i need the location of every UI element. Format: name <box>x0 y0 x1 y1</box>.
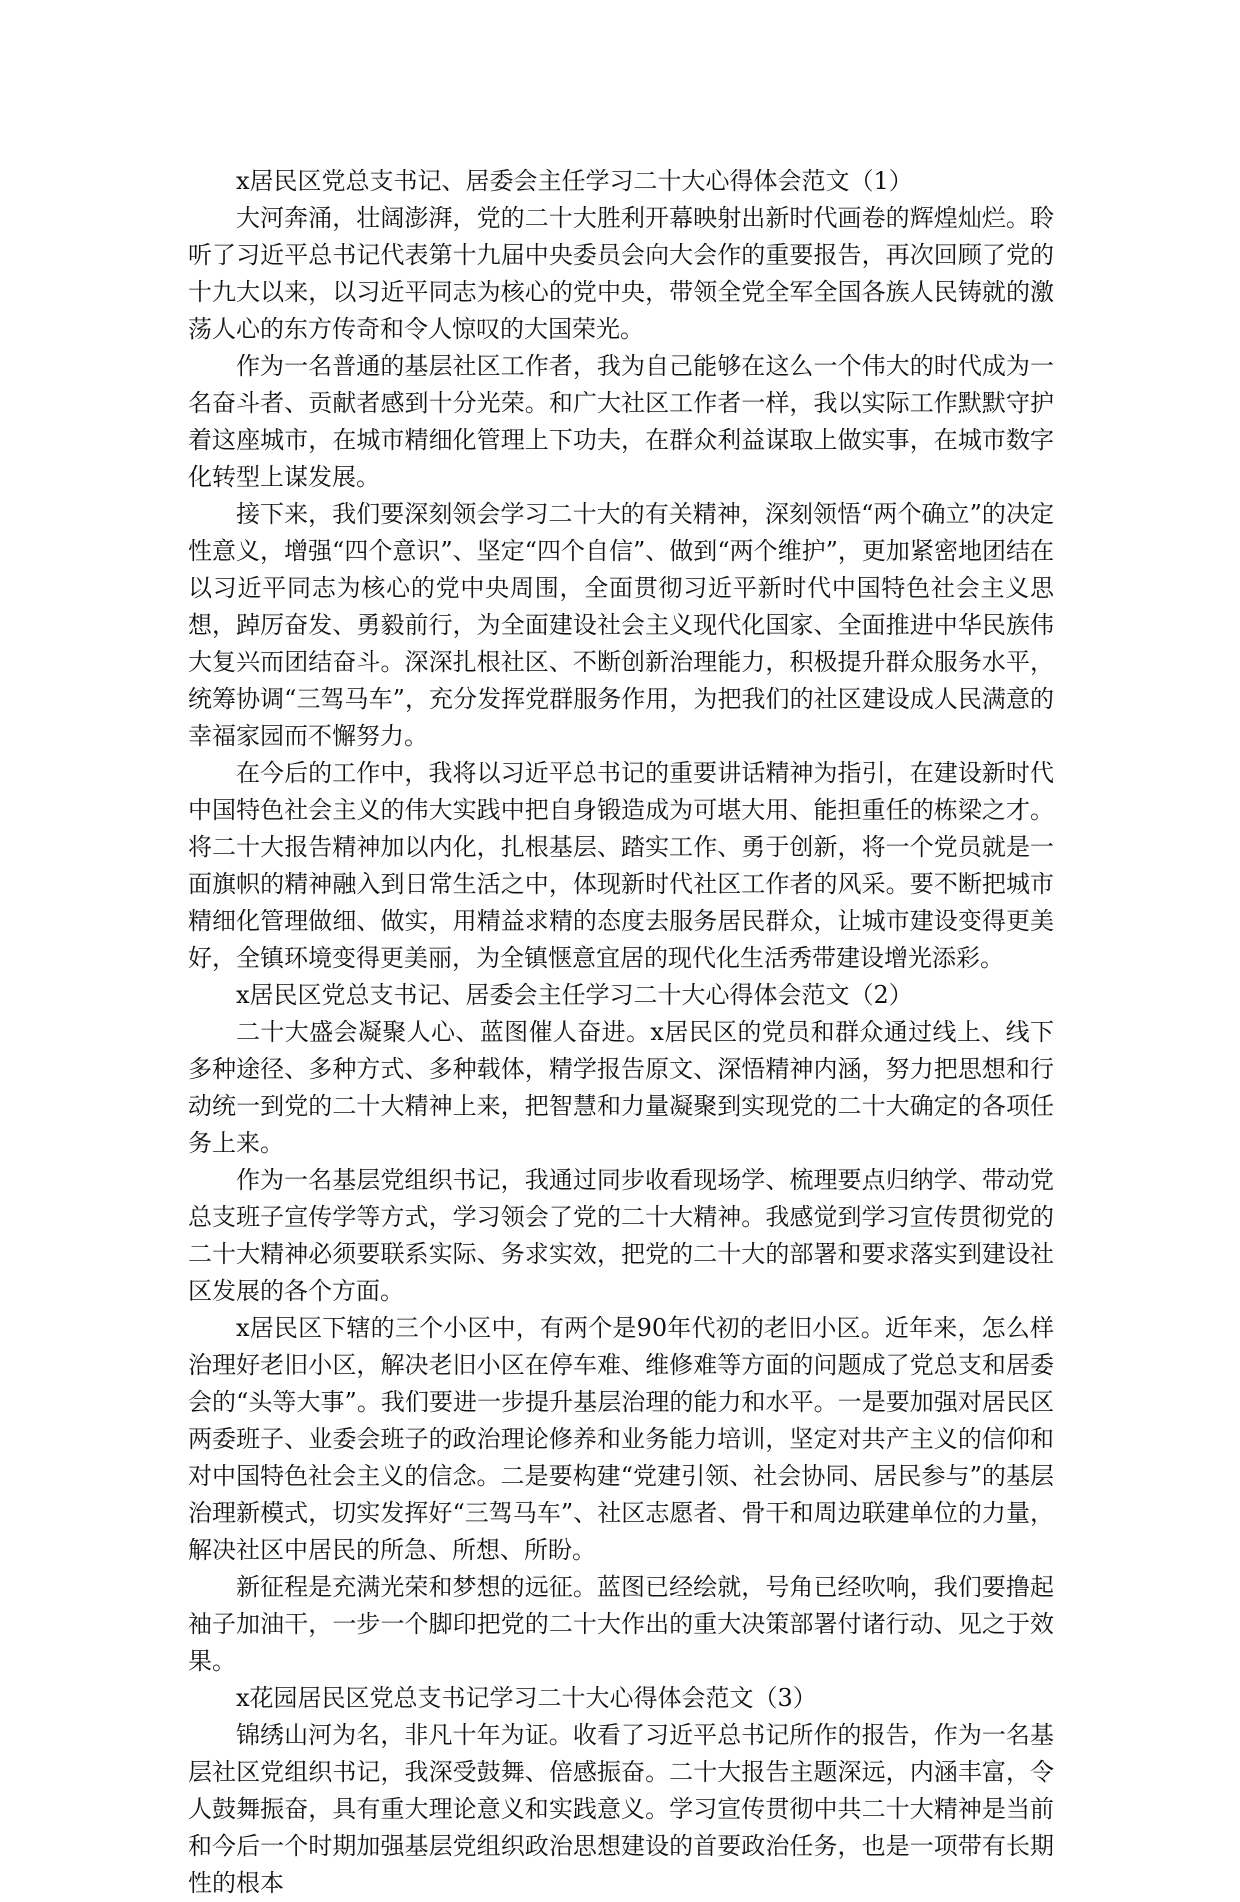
paragraph: 二十大盛会凝聚人心、蓝图催人奋进。x居民区的党员和群众通过线上、线下多种途径、多种方式、多种载体，精学报告原文、深悟精神内涵，努力把思想和行动统一到党的二十大精神上来，把智慧和力量凝聚到实现党的二十大确定的各项任务上来。 <box>188 1018 1054 1157</box>
paragraph: x居民区下辖的三个小区中，有两个是90年代初的老旧小区。近年来，怎么样治理好老旧小区，解决老旧小区在停车难、维修难等方面的问题成了党总支和居委会的“头等大事”。我们要进一步提升基层治理的能力和水平。一是要加强对居民区两委班子、业委会班子的政治理论修养和业务能力培训，坚定对共产主义的信仰和对中国特色社会主义的信念。二是要构建“党建引领、社会协同、居民参与”的基层治理新模式，切实发挥好“三驾马车”、社区志愿者、骨干和周边联建单位的力量，解决社区中居民的所急、所想、所盼。 <box>188 1314 1054 1564</box>
paragraph: 接下来，我们要深刻领会学习二十大的有关精神，深刻领悟“两个确立”的决定性意义，增强“四个意识”、坚定“四个自信”、做到“两个维护”，更加紧密地团结在以习近平同志为核心的党中央周围，全面贯彻习近平新时代中国特色社会主义思想，踔厉奋发、勇毅前行，为全面建设社会主义现代化国家、全面推进中华民族伟大复兴而团结奋斗。深深扎根社区、不断创新治理能力，积极提升群众服务水平，统筹协调“三驾马车”，充分发挥党群服务作用，为把我们的社区建设成人民满意的幸福家园而不懈努力。 <box>188 500 1054 750</box>
paragraph: 在今后的工作中，我将以习近平总书记的重要讲话精神为指引，在建设新时代中国特色社会主义的伟大实践中把自身锻造成为可堪大用、能担重任的栋梁之才。将二十大报告精神加以内化，扎根基层、踏实工作、勇于创新，将一个党员就是一面旗帜的精神融入到日常生活之中，体现新时代社区工作者的风采。要不断把城市精细化管理做细、做实，用精益求精的态度去服务居民群众，让城市建设变得更美好，全镇环境变得更美丽，为全镇惬意宜居的现代化生活秀带建设增光添彩。 <box>188 759 1054 972</box>
paragraph: 大河奔涌，壮阔澎湃，党的二十大胜利开幕映射出新时代画卷的辉煌灿烂。聆听了习近平总书记代表第十九届中央委员会向大会作的重要报告，再次回顾了党的十九大以来，以习近平同志为核心的党中央，带领全党全军全国各族人民铸就的激荡人心的东方传奇和令人惊叹的大国荣光。 <box>188 204 1054 343</box>
section-heading-2: x居民区党总支书记、居委会主任学习二十大心得体会范文（2） <box>236 981 913 1009</box>
section-heading-1: x居民区党总支书记、居委会主任学习二十大心得体会范文（1） <box>236 167 913 195</box>
paragraph: 锦绣山河为名，非凡十年为证。收看了习近平总书记所作的报告，作为一名基层社区党组织书记，我深受鼓舞、倍感振奋。二十大报告主题深远，内涵丰富，令人鼓舞振奋，具有重大理论意义和实践意义。学习宣传贯彻中共二十大精神是当前和今后一个时期加强基层党组织政治思想建设的首要政治任务，也是一项带有长期性的根本 <box>188 1721 1054 1897</box>
document-body <box>188 163 1054 1902</box>
section-heading-3: x花园居民区党总支书记学习二十大心得体会范文（3） <box>236 1684 817 1712</box>
paragraph: 新征程是充满光荣和梦想的远征。蓝图已经绘就，号角已经吹响，我们要撸起袖子加油干，一步一个脚印把党的二十大作出的重大决策部署付诸行动、见之于效果。 <box>188 1573 1054 1675</box>
paragraph: 作为一名基层党组织书记，我通过同步收看现场学、梳理要点归纳学、带动党总支班子宣传学等方式，学习领会了党的二十大精神。我感觉到学习宣传贯彻党的二十大精神必须要联系实际、务求实效，把党的二十大的部署和要求落实到建设社区发展的各个方面。 <box>188 1166 1054 1305</box>
paragraph: 作为一名普通的基层社区工作者，我为自己能够在这么一个伟大的时代成为一名奋斗者、贡献者感到十分光荣。和广大社区工作者一样，我以实际工作默默守护着这座城市，在城市精细化管理上下功夫，在群众利益谋取上做实事，在城市数字化转型上谋发展。 <box>188 352 1054 491</box>
